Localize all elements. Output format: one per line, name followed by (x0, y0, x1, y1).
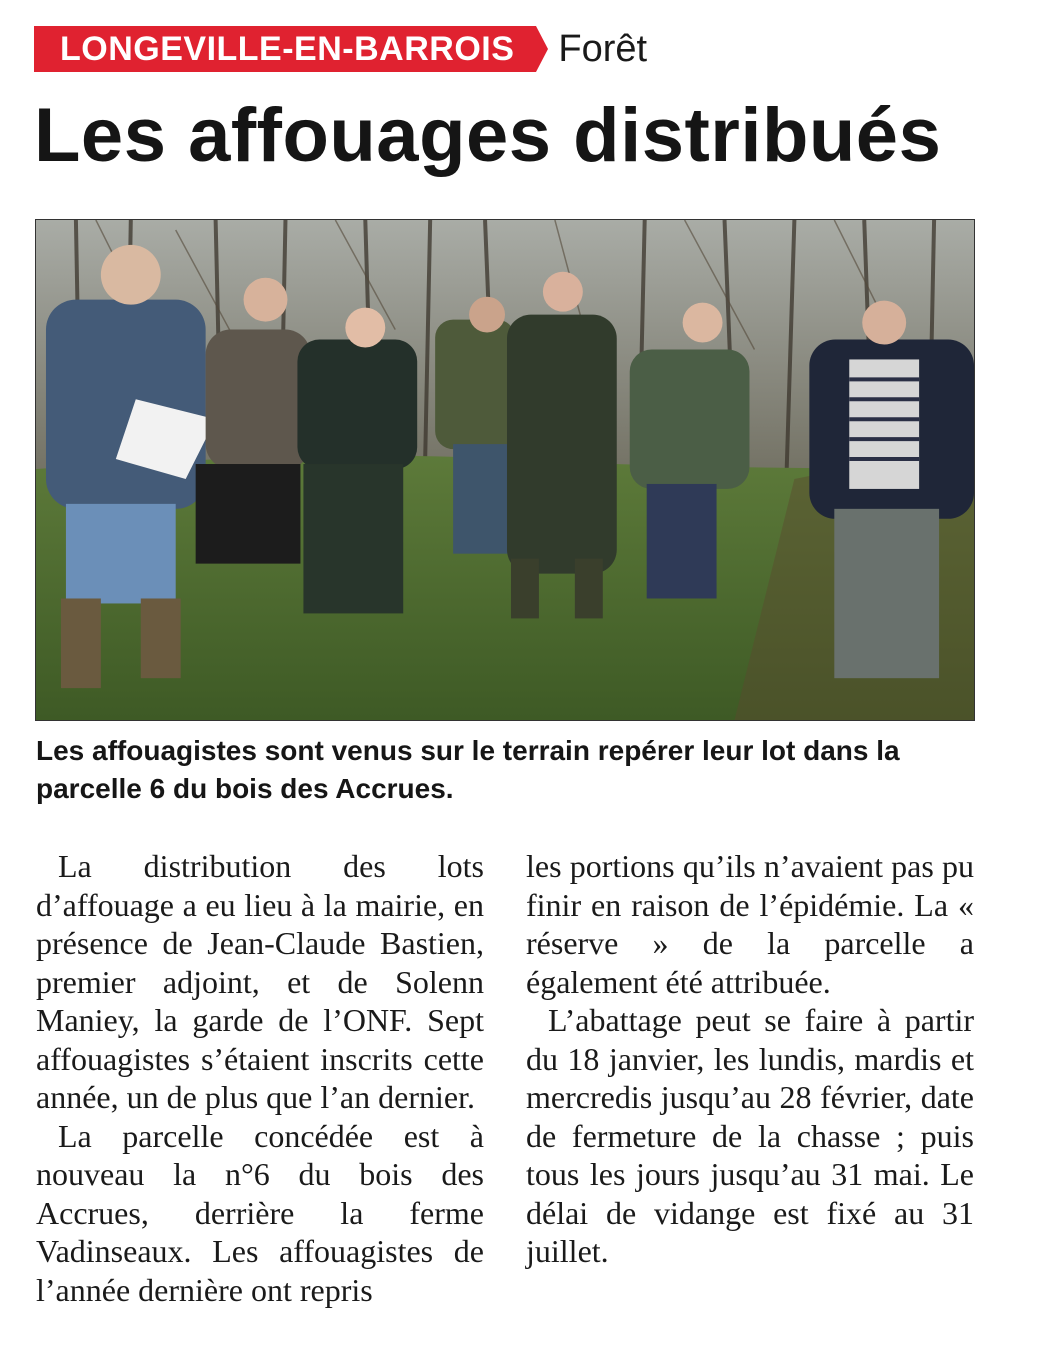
paragraph: L’abattage peut se faire à partir du 18 janvier, les lundis, mardis et mercredis jusqu’au 28 février, date de fermeture de la chasse ; puis tous les jours jusqu’au 31 mai. Le délai de vidange est fixé au 31 juillet. (526, 1002, 974, 1269)
section-tag: LONGEVILLE-EN-BARROIS (34, 26, 536, 72)
paragraph: La distribution des lots d’affouage a eu lieu à la mairie, en présence de Jean-Claude Bastien, premier adjoint, et de Solenn Maniey, la garde de l’ONF. Sept affouagistes s’étaient inscrits cette année, un de plus que l’an dernier. (36, 848, 484, 1115)
photo-caption: Les affouagistes sont venus sur le terrain repérer leur lot dans la parcelle 6 du bois des Accrues. (36, 735, 900, 804)
rubric-label: Forêt (558, 28, 648, 70)
section-kicker (34, 24, 647, 74)
article-headline: Les affouages distribués (34, 93, 942, 178)
paragraph: les portions qu’ils n’avaient pas pu finir en raison de l’épidémie. La « réserve » de la parcelle a également été attribuée. (526, 848, 974, 1000)
article-column-1 (36, 847, 484, 1309)
paragraph: La parcelle concédée est à nouveau la n°6 du bois des Accrues, derrière la ferme Vadinseaux. Les affouagistes de l’année dernière ont repris (36, 1117, 484, 1308)
group-photo-forest-icon (36, 220, 974, 720)
article-photo (35, 219, 975, 721)
article-column-2 (526, 847, 974, 1271)
